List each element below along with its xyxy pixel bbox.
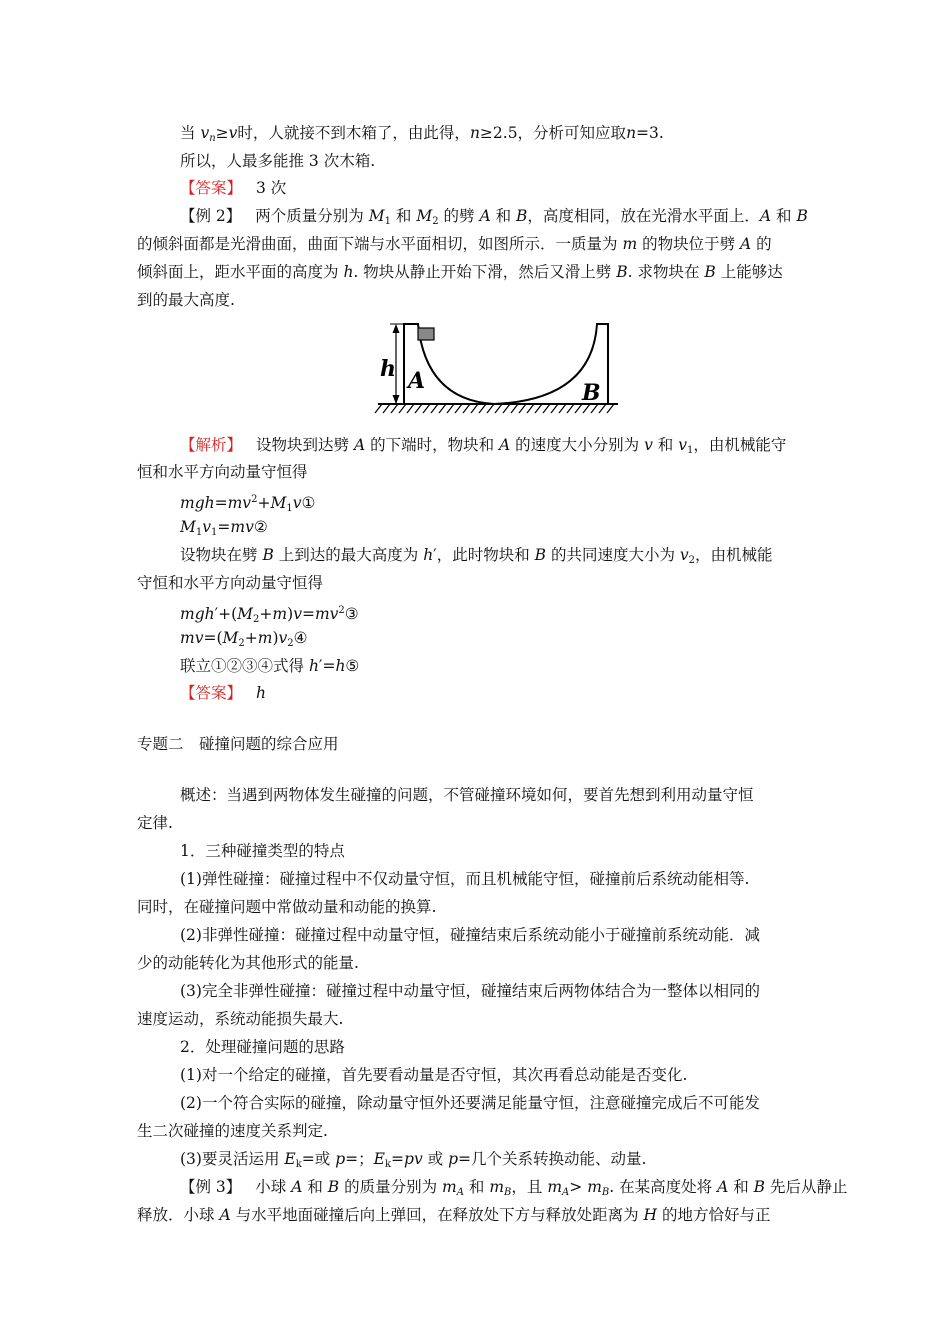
example-3-line: 【例 3】 小球 A 和 B 的质量分别为 $m_A$ 和 $m_B$，且 $m_A> m_B$. 在某高度处将 A 和 B 先后从静止 <box>180 1178 848 1198</box>
ground-hatching <box>375 404 614 413</box>
equation-3: $mgh'+(M_2+m)v=mv^2③$ <box>180 605 359 625</box>
text-line: 所以，人最多能推 3 次木箱. <box>180 152 376 170</box>
equation-5: 联立①②③④式得 h′=h⑤ <box>180 657 360 675</box>
label-h: h <box>380 356 396 382</box>
label-b: B <box>582 380 601 406</box>
wedge-figure <box>374 320 622 416</box>
text-line: 设物块在劈 B 上到达的最大高度为 h′，此时物块和 B 的共同速度大小为 $v_2$，由机械能 <box>180 546 773 566</box>
answer-line: 【答案】 3 次 <box>180 179 287 197</box>
subheading: 1．三种碰撞类型的特点 <box>180 842 345 860</box>
text-line: 速度运动，系统动能损失最大. <box>137 1010 344 1028</box>
solution-tag: 【解析】 <box>180 436 243 454</box>
label-a: A <box>408 368 426 394</box>
text-line: 少的动能转化为其他形式的能量. <box>137 954 359 972</box>
subheading: 2．处理碰撞问题的思路 <box>180 1038 345 1056</box>
answer-line: 【答案】 h <box>180 684 266 702</box>
answer-tag: 【答案】 <box>180 684 243 702</box>
equation-1: $mgh=mv^2+M_1v①$ <box>180 494 316 514</box>
text-line: (2)非弹性碰撞：碰撞过程中动量守恒，碰撞结束后系统动能小于碰撞前系统动能．减 <box>180 926 760 944</box>
text-line: (1)对一个给定的碰撞，首先要看动量是否守恒，其次再看总动能是否变化. <box>180 1066 688 1084</box>
text-line: (3)要灵活运用 $E_k=$或 p=；$E_k=pv$ 或 p=几个关系转换动能、动量. <box>180 1150 647 1170</box>
block-m <box>418 328 434 340</box>
equation-2: $M_1v_1=mv②$ <box>180 518 268 538</box>
section-title: 专题二 碰撞问题的综合应用 <box>137 735 339 753</box>
example-tag: 【例 3】 <box>180 1178 242 1196</box>
text-line: 概述：当遇到两物体发生碰撞的问题，不管碰撞环境如何，要首先想到利用动量守恒 <box>180 786 754 804</box>
text-line: 同时，在碰撞问题中常做动量和动能的换算. <box>137 898 437 916</box>
text-line: 的倾斜面都是光滑曲面，曲面下端与水平面相切，如图所示．一质量为 m 的物块位于劈 A 的 <box>137 235 772 253</box>
example-2-line: 【例 2】 两个质量分别为 $M_1$ 和 $M_2$ 的劈 A 和 B，高度相同，放在光滑水平面上．A 和 B <box>180 207 808 227</box>
text-line: (3)完全非弹性碰撞：碰撞过程中动量守恒，碰撞结束后两物体结合为一整体以相同的 <box>180 982 760 1000</box>
text-line: 定律. <box>137 814 173 832</box>
text-line: (1)弹性碰撞：碰撞过程中不仅动量守恒，而且机械能守恒，碰撞前后系统动能相等. <box>180 870 750 888</box>
text-line: 倾斜面上，距水平面的高度为 h. 物块从静止开始下滑，然后又滑上劈 B. 求物块在 B 上能够达 <box>137 263 783 281</box>
text-line: 当 $v_n\ge v$时，人就接不到木箱了，由此得，n≥2.5，分析可知应取n=3. <box>180 124 664 144</box>
answer-tag: 【答案】 <box>180 179 243 197</box>
solution-line: 【解析】 设物块到达劈 A 的下端时，物块和 A 的速度大小分别为 v 和 $v_1$，由机械能守 <box>180 436 787 456</box>
text-line: 守恒和水平方向动量守恒得 <box>137 574 324 592</box>
text-line: (2)一个符合实际的碰撞，除动量守恒外还要满足能量守恒，注意碰撞完成后不可能发 <box>180 1094 760 1112</box>
text-line: 释放．小球 A 与水平地面碰撞后向上弹回，在释放处下方与释放处距离为 H 的地方恰好与正 <box>137 1206 771 1224</box>
text-line: 生二次碰撞的速度关系判定. <box>137 1122 328 1140</box>
equation-4: $mv=(M_2+m)v_2④$ <box>180 629 308 649</box>
text-line: 恒和水平方向动量守恒得 <box>137 463 308 481</box>
example-tag: 【例 2】 <box>180 207 242 225</box>
text-line: 到的最大高度. <box>137 291 235 309</box>
